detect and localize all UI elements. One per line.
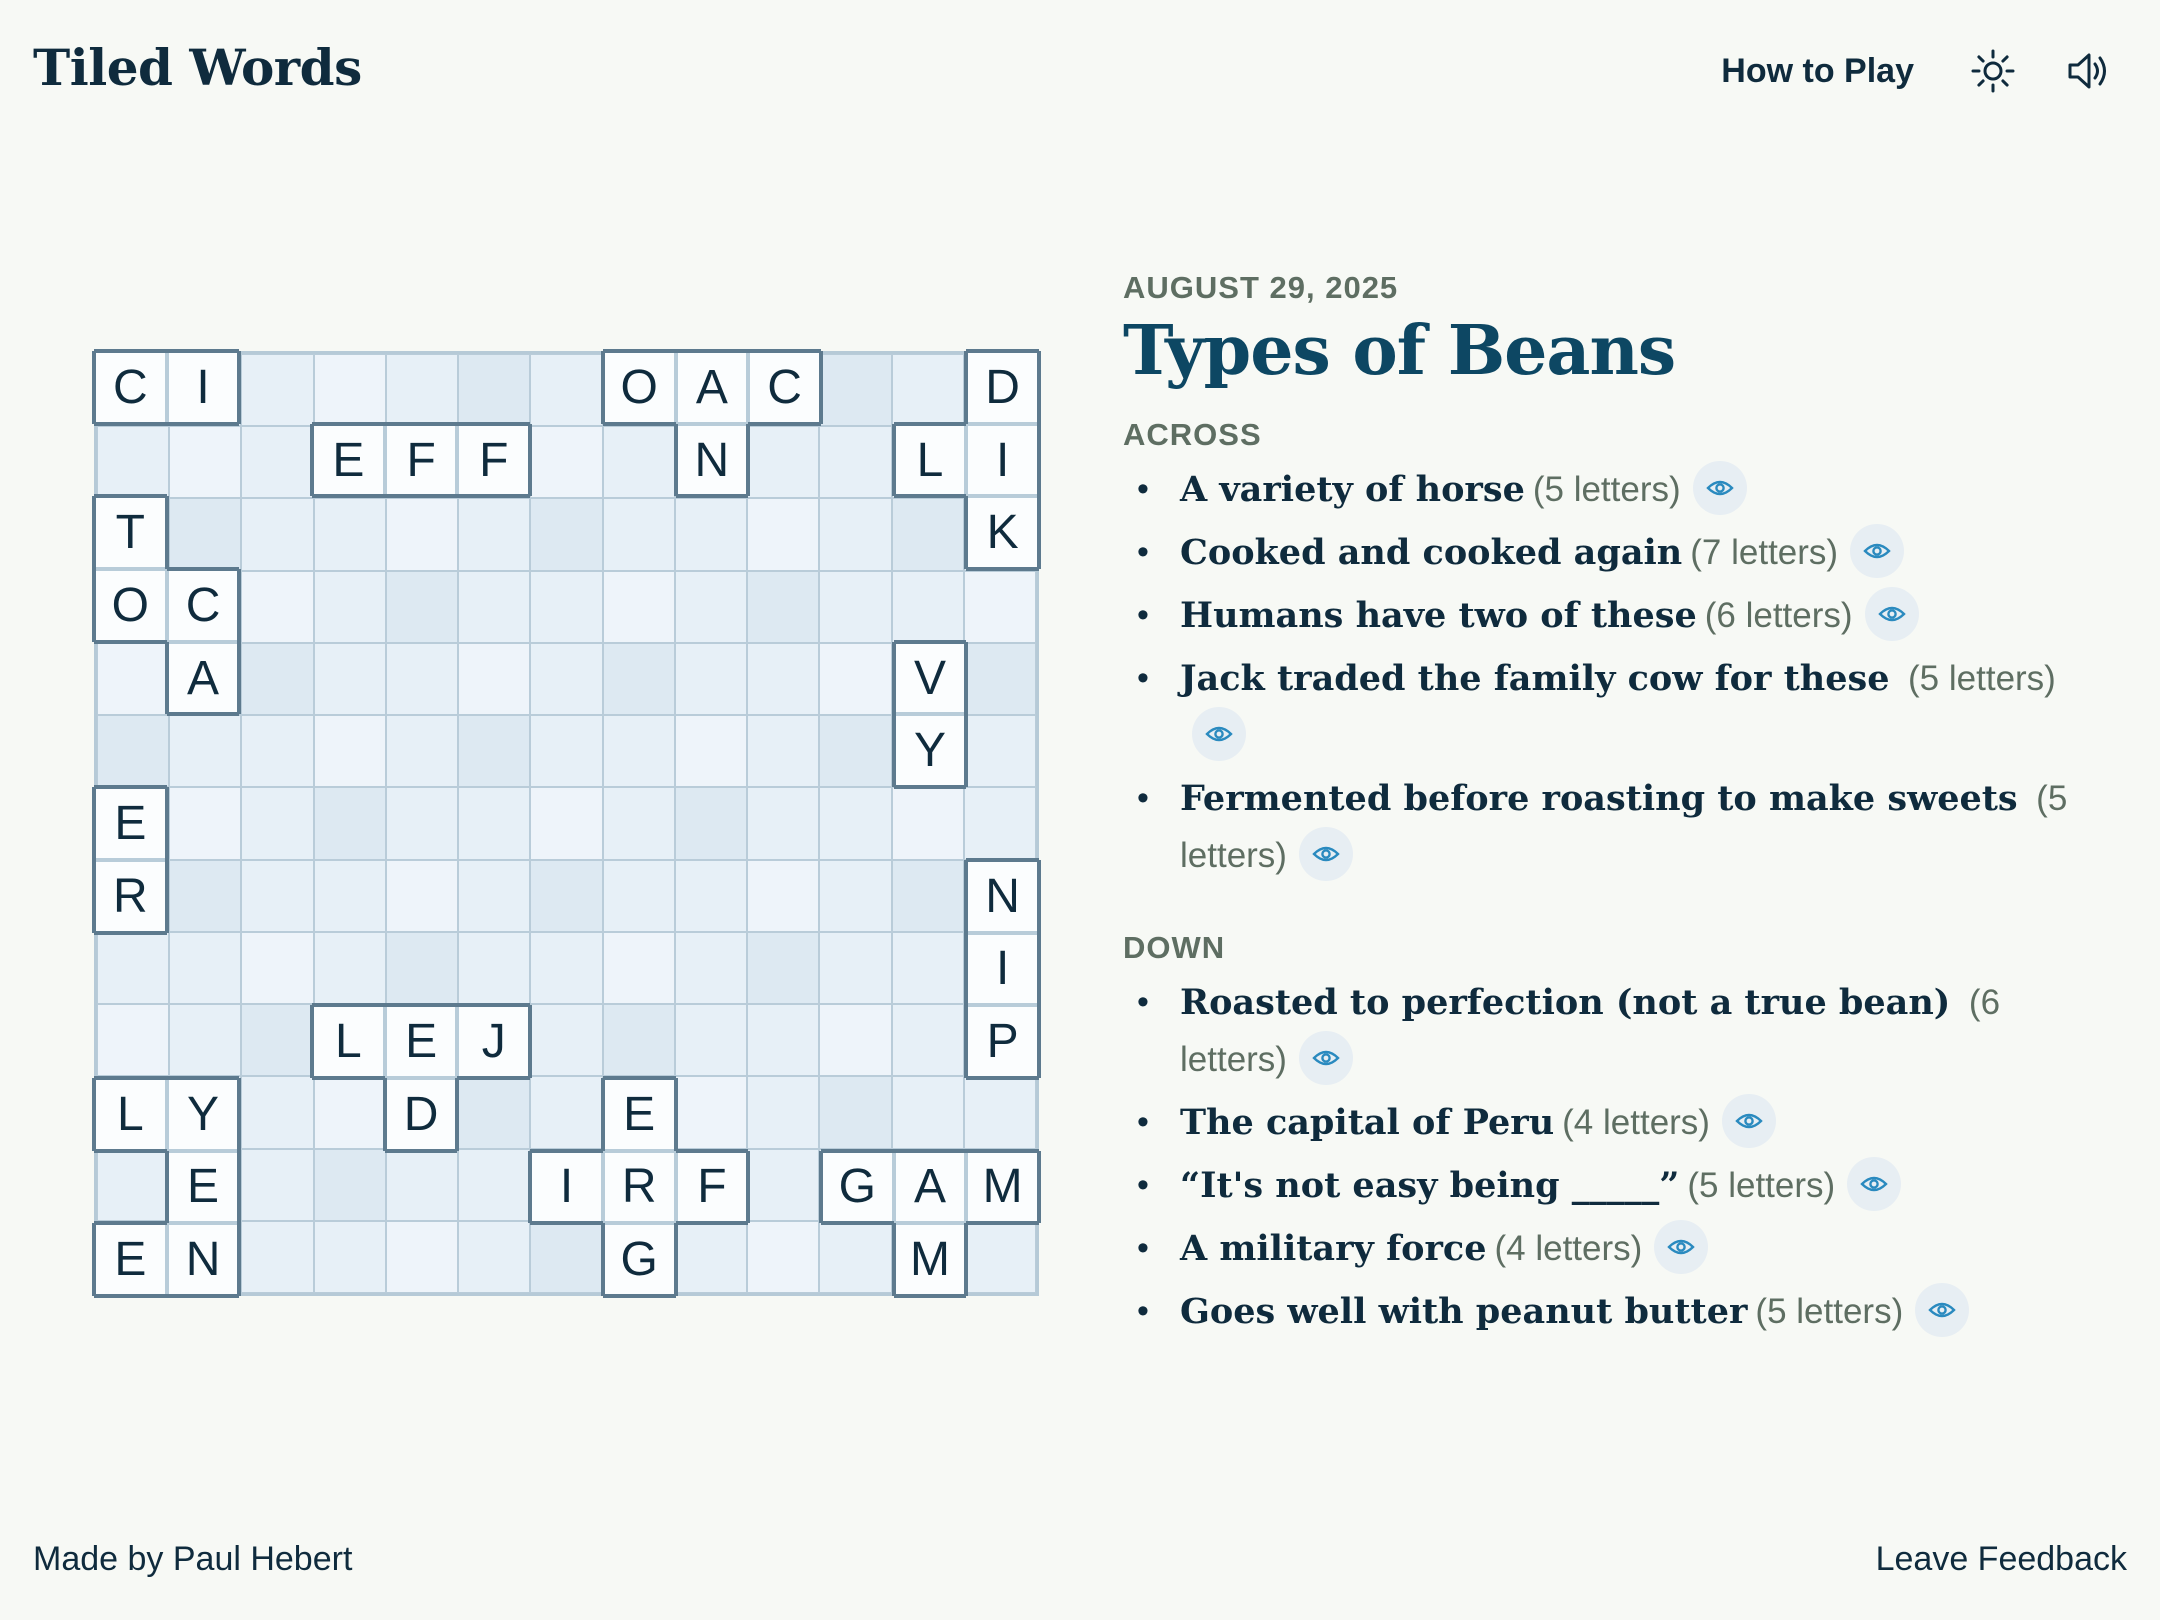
tile-group-outline <box>167 422 240 426</box>
tile-layer <box>94 351 1039 1296</box>
tile-group-outline <box>457 1076 530 1080</box>
app-title[interactable]: Tiled Words <box>33 38 362 97</box>
tile-group-outline <box>94 494 167 498</box>
tile-group-outline <box>894 1149 967 1153</box>
tile-group-outline <box>964 933 968 1006</box>
tile-group-outline <box>92 1078 96 1151</box>
letter-tile[interactable]: A <box>167 642 240 715</box>
clue-text: A variety of horse <box>1180 468 1525 510</box>
letter-tile[interactable]: Y <box>167 1078 240 1151</box>
tile-group-outline <box>892 642 896 715</box>
letter-tile[interactable]: E <box>167 1151 240 1224</box>
clue-item <box>1123 461 2083 518</box>
letter-tile[interactable]: C <box>748 351 821 424</box>
clue-length: (5 letters) <box>1908 658 2056 698</box>
clue-item <box>1123 1157 2083 1214</box>
letter-tile[interactable]: T <box>94 496 167 569</box>
tile-group-outline <box>310 424 314 497</box>
tile-group-outline <box>892 424 896 497</box>
tile-group-outline <box>1037 496 1041 569</box>
eye-icon <box>1863 541 1891 561</box>
tile-group-outline <box>237 1151 241 1224</box>
letter-tile[interactable]: F <box>457 424 530 497</box>
tile-group-outline <box>748 349 821 353</box>
letter-tile[interactable]: K <box>966 496 1039 569</box>
reveal-hint-button[interactable] <box>1693 461 1747 515</box>
letter-tile[interactable]: N <box>966 860 1039 933</box>
clue-text: Jack traded the family cow for these <box>1180 657 1890 699</box>
clue-item <box>1123 524 2083 581</box>
clue-text: A military force <box>1180 1227 1487 1269</box>
clue-length: (7 letters) <box>1690 532 1839 572</box>
tile-group-outline <box>676 1221 749 1225</box>
tile-group-outline <box>167 567 240 571</box>
tile-group-outline <box>167 349 240 353</box>
tile-group-outline <box>237 642 241 715</box>
letter-tile[interactable]: D <box>966 351 1039 424</box>
tile-group-outline <box>385 1149 458 1153</box>
letter-tile[interactable]: I <box>966 424 1039 497</box>
clue-text: “It's not easy being _____” <box>1180 1164 1680 1206</box>
letter-tile[interactable]: A <box>676 351 749 424</box>
tile-group-outline <box>94 1149 167 1153</box>
letter-tile[interactable]: I <box>966 933 1039 1006</box>
tile-group-outline <box>674 1078 678 1151</box>
letter-tile[interactable]: F <box>385 424 458 497</box>
tile-group-outline <box>530 1221 603 1225</box>
tile-group-outline <box>676 349 749 353</box>
tile-group-outline <box>601 351 605 424</box>
tile-group-outline <box>964 642 968 715</box>
letter-tile[interactable]: C <box>167 569 240 642</box>
letter-tile[interactable]: O <box>603 351 676 424</box>
tile-group-outline <box>528 424 532 497</box>
reveal-hint-button[interactable] <box>1299 1031 1353 1085</box>
tile-group-outline <box>167 712 240 716</box>
letter-tile[interactable]: E <box>94 1223 167 1296</box>
tile-group-outline <box>964 351 968 424</box>
tile-group-outline <box>94 785 167 789</box>
letter-tile[interactable]: C <box>94 351 167 424</box>
clue-text: The capital of Peru <box>1180 1101 1555 1143</box>
tile-group-outline <box>310 1005 314 1078</box>
across-heading: ACROSS <box>1123 416 1262 452</box>
tile-group-outline <box>167 1076 240 1080</box>
tile-group-outline <box>819 1151 823 1224</box>
tile-group-outline <box>603 1294 676 1298</box>
clue-text: Fermented before roasting to make sweets <box>1180 777 2018 819</box>
tile-group-outline <box>603 1076 676 1080</box>
tile-group-outline <box>92 496 96 569</box>
tile-group-outline <box>165 787 169 860</box>
tile-group-outline <box>94 349 167 353</box>
eye-icon <box>1928 1300 1956 1320</box>
clue-item <box>1123 1283 2083 1340</box>
eye-icon <box>1735 1111 1763 1131</box>
clue-item <box>1123 650 2083 764</box>
tile-group-outline <box>165 860 169 933</box>
clue-text: Humans have two of these <box>1180 594 1697 636</box>
clue-item <box>1123 587 2083 644</box>
reveal-hint-button[interactable] <box>1722 1094 1776 1148</box>
letter-tile[interactable]: I <box>530 1151 603 1224</box>
tile-group-outline <box>165 496 169 569</box>
letter-tile[interactable]: L <box>894 424 967 497</box>
tile-group-outline <box>966 567 1039 571</box>
eye-icon <box>1312 844 1340 864</box>
letter-tile[interactable]: G <box>603 1223 676 1296</box>
letter-tile[interactable]: G <box>821 1151 894 1224</box>
letter-tile[interactable]: E <box>385 1005 458 1078</box>
tile-group-outline <box>528 1151 532 1224</box>
tile-group-outline <box>94 640 167 644</box>
letter-tile[interactable]: E <box>603 1078 676 1151</box>
tile-group-outline <box>312 1076 385 1080</box>
clue-item <box>1123 974 2083 1088</box>
letter-tile[interactable]: E <box>94 787 167 860</box>
tile-group-outline <box>92 1223 96 1296</box>
tile-group-outline <box>966 349 1039 353</box>
clue-length: (5 letters) <box>1755 1291 1904 1331</box>
tile-group-outline <box>312 422 385 426</box>
tile-group-outline <box>455 1078 459 1151</box>
reveal-hint-button[interactable] <box>1299 827 1353 881</box>
tile-group-outline <box>385 494 458 498</box>
tile-group-outline <box>674 424 678 497</box>
clue-panel <box>1123 270 2083 1346</box>
tile-group-outline <box>892 1223 896 1296</box>
letter-tile[interactable]: M <box>894 1223 967 1296</box>
reveal-hint-button[interactable] <box>1847 1157 1901 1211</box>
clue-length: (6 letters) <box>1180 982 2001 1079</box>
letter-tile[interactable]: A <box>894 1151 967 1224</box>
tile-group-outline <box>1037 860 1041 933</box>
header <box>0 0 2160 140</box>
eye-icon <box>1860 1174 1888 1194</box>
speaker-icon <box>2065 48 2113 94</box>
author-credit: Made by Paul Hebert <box>33 1540 353 1578</box>
tile-group-outline <box>92 860 96 933</box>
reveal-hint-button[interactable] <box>1192 707 1246 761</box>
letter-tile[interactable]: I <box>167 351 240 424</box>
tile-group-outline <box>167 1294 240 1298</box>
tile-group-outline <box>237 569 241 642</box>
down-clue-list <box>1123 974 2083 1340</box>
tile-group-outline <box>966 858 1039 862</box>
letter-tile[interactable]: M <box>966 1151 1039 1224</box>
clue-length: (5 letters) <box>1180 778 2068 875</box>
tile-group-outline <box>237 351 241 424</box>
tile-group-outline <box>964 1005 968 1078</box>
letter-tile[interactable]: P <box>966 1005 1039 1078</box>
tile-group-outline <box>964 1223 968 1296</box>
clue-text: Goes well with peanut butter <box>1180 1290 1748 1332</box>
tile-group-outline <box>748 422 821 426</box>
reveal-hint-button[interactable] <box>1654 1220 1708 1274</box>
letter-tile[interactable]: L <box>94 1078 167 1151</box>
tile-group-outline <box>676 494 749 498</box>
tile-group-outline <box>894 785 967 789</box>
letter-tile[interactable]: F <box>676 1151 749 1224</box>
clue-length: (6 letters) <box>1704 595 1853 635</box>
across-clue-list <box>1123 461 2083 884</box>
eye-icon <box>1205 724 1233 744</box>
tile-group-outline <box>457 1003 530 1007</box>
tile-group-outline <box>746 424 750 497</box>
tile-group-outline <box>746 1151 750 1224</box>
letter-tile[interactable]: R <box>94 860 167 933</box>
tile-group-outline <box>603 349 676 353</box>
tile-group-outline <box>94 422 167 426</box>
tile-group-outline <box>821 1149 894 1153</box>
tile-group-outline <box>92 569 96 642</box>
tile-group-outline <box>964 714 968 787</box>
tile-group-outline <box>892 714 896 787</box>
down-heading: DOWN <box>1123 929 1226 965</box>
reveal-hint-button[interactable] <box>1915 1283 1969 1337</box>
tile-group-outline <box>92 787 96 860</box>
tile-group-outline <box>964 496 968 569</box>
puzzle-title: Types of Beans <box>1123 311 1676 391</box>
tile-group-outline <box>312 494 385 498</box>
tile-group-outline <box>674 1223 678 1296</box>
tile-group-outline <box>165 642 169 715</box>
tile-group-outline <box>601 1223 605 1296</box>
letter-tile[interactable]: Y <box>894 714 967 787</box>
clue-length: (5 letters) <box>1687 1165 1836 1205</box>
eye-icon <box>1878 604 1906 624</box>
tile-group-outline <box>528 1005 532 1078</box>
leave-feedback-link[interactable]: Leave Feedback <box>1875 1540 2127 1578</box>
sound-toggle-button[interactable] <box>2058 40 2120 102</box>
tile-group-outline <box>1037 424 1041 497</box>
tile-group-outline <box>1037 1005 1041 1078</box>
letter-tile[interactable]: V <box>894 642 967 715</box>
letter-tile[interactable]: O <box>94 569 167 642</box>
eye-icon <box>1312 1048 1340 1068</box>
tile-group-outline <box>1037 351 1041 424</box>
clue-text: Cooked and cooked again <box>1180 531 1683 573</box>
clue-text: Roasted to perfection (not a true bean) <box>1180 981 1951 1023</box>
tile-group-outline <box>383 1078 387 1151</box>
tile-group-outline <box>1037 933 1041 1006</box>
clue-item <box>1123 770 2083 884</box>
tile-group-outline <box>966 1076 1039 1080</box>
tile-group-outline <box>819 351 823 424</box>
tile-group-outline <box>237 1078 241 1151</box>
tile-group-outline <box>457 494 530 498</box>
tile-group-outline <box>821 1221 894 1225</box>
tile-group-outline <box>603 422 676 426</box>
clue-item <box>1123 1094 2083 1151</box>
tile-group-outline <box>94 1076 167 1080</box>
tile-group-outline <box>312 1003 385 1007</box>
tile-group-outline <box>94 1221 167 1225</box>
tile-group-outline <box>894 1294 967 1298</box>
tile-group-outline <box>894 640 967 644</box>
tile-group-outline <box>894 494 967 498</box>
tile-group-outline <box>676 1149 749 1153</box>
tile-group-outline <box>894 422 967 426</box>
theme-toggle-button[interactable] <box>1962 40 2024 102</box>
clue-item <box>1123 1220 2083 1277</box>
eye-icon <box>1667 1237 1695 1257</box>
letter-tile[interactable]: N <box>676 424 749 497</box>
tile-group-outline <box>1037 1151 1041 1224</box>
reveal-hint-button[interactable] <box>1850 524 1904 578</box>
tile-group-outline <box>964 860 968 933</box>
tile-group-outline <box>94 931 167 935</box>
clue-length: (4 letters) <box>1494 1228 1643 1268</box>
tile-group-outline <box>966 1221 1039 1225</box>
letter-tile[interactable]: D <box>385 1078 458 1151</box>
tile-group-outline <box>237 1223 241 1296</box>
how-to-play-link[interactable]: How to Play <box>1721 51 1914 90</box>
letter-tile[interactable]: N <box>167 1223 240 1296</box>
tile-group-outline <box>92 351 96 424</box>
tile-group-outline <box>601 1078 605 1151</box>
letter-tile[interactable]: E <box>312 424 385 497</box>
tile-group-outline <box>966 1149 1039 1153</box>
clue-length: (5 letters) <box>1532 469 1681 509</box>
tile-group-outline <box>385 422 458 426</box>
tile-group-outline <box>457 422 530 426</box>
letter-tile[interactable]: L <box>312 1005 385 1078</box>
clue-length: (4 letters) <box>1562 1102 1710 1142</box>
reveal-hint-button[interactable] <box>1865 587 1919 641</box>
eye-icon <box>1706 478 1734 498</box>
sun-icon <box>1970 48 2016 94</box>
tile-group-outline <box>94 1294 167 1298</box>
tile-group-outline <box>530 1149 603 1153</box>
letter-tile[interactable]: R <box>603 1151 676 1224</box>
letter-tile[interactable]: J <box>457 1005 530 1078</box>
top-nav <box>1721 40 2120 102</box>
tile-group-outline <box>165 1151 169 1224</box>
puzzle-date: AUGUST 29, 2025 <box>1123 270 1399 305</box>
tile-group-outline <box>385 1003 458 1007</box>
